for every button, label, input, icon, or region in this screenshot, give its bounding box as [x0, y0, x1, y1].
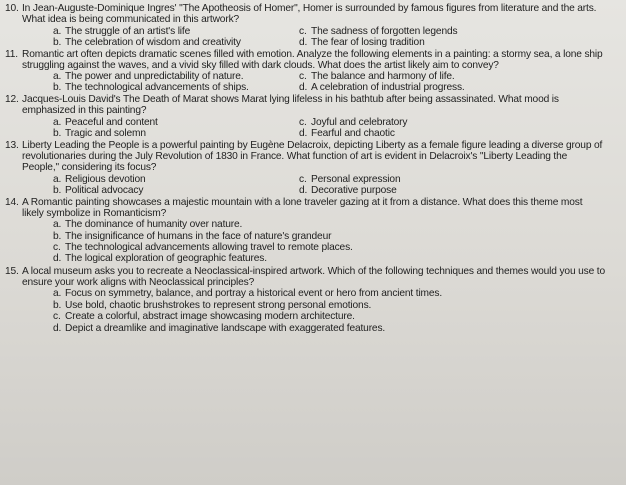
- option-b[interactable]: b. Political advocacy: [53, 184, 144, 196]
- options: [5, 26, 606, 48]
- options: [5, 71, 606, 93]
- question-13: [5, 140, 606, 196]
- question-number: 15.: [5, 265, 19, 277]
- question-number: 10.: [5, 3, 19, 14]
- question-prompt: Liberty Leading the People is a powerful painting by Eugène Delacroix, depicting Liberty as a female figure leading a diverse group of revolutionaries during the July Revolution of 1830 in France. What function of art is evident in Delacroix's "Liberty Leading the People," considering its focus?: [22, 139, 603, 174]
- option-c[interactable]: c. The technological advancements allowing travel to remote places.: [53, 242, 353, 254]
- option-d[interactable]: d. The logical exploration of geographic features.: [53, 253, 267, 265]
- question-number: 14.: [5, 196, 19, 208]
- question-prompt: A local museum asks you to recreate a Neoclassical-inspired artwork. Which of the following techniques and themes would you use to ensure your work aligns with Neoclassical principles?: [22, 265, 605, 289]
- option-d[interactable]: d. Fearful and chaotic: [299, 127, 395, 139]
- option-a[interactable]: a. The power and unpredictability of nature.: [53, 71, 244, 83]
- option-a[interactable]: a. Focus on symmetry, balance, and portray a historical event or hero from ancient times.: [53, 288, 443, 300]
- question-12: [5, 94, 606, 139]
- question-number: 12.: [5, 94, 19, 106]
- question-11: [5, 49, 606, 94]
- option-a[interactable]: a. Religious devotion: [53, 173, 146, 185]
- question-prompt: In Jean-Auguste-Dominique Ingres' "The Apotheosis of Homer", Homer is surrounded by famous figures from literature and the arts. What idea is being communicated in this artwork?: [22, 3, 597, 26]
- options: [5, 219, 606, 265]
- question-text: [5, 197, 606, 220]
- question-10: [5, 3, 606, 48]
- options: [5, 117, 606, 139]
- option-a[interactable]: a. The struggle of an artist's life: [53, 25, 191, 37]
- option-b[interactable]: b. The celebration of wisdom and creativity: [53, 36, 241, 48]
- question-prompt: Romantic art often depicts dramatic scenes filled with emotion. Analyze the following elements in a painting: a stormy sea, a lone ship struggling against the waves, and a vivid sky filled with dark clouds. What does the artist likely aim to convey?: [22, 48, 603, 71]
- question-text: [5, 3, 606, 26]
- question-text: [5, 140, 606, 174]
- question-text: [5, 266, 606, 289]
- question-number: 13.: [5, 139, 19, 151]
- option-b[interactable]: b. The technological advancements of ships.: [53, 82, 249, 94]
- option-d[interactable]: d. The fear of losing tradition: [299, 36, 425, 48]
- option-a[interactable]: a. The dominance of humanity over nature.: [53, 219, 243, 231]
- option-c[interactable]: c. Personal expression: [299, 173, 401, 185]
- option-c[interactable]: c. The balance and harmony of life.: [299, 71, 455, 83]
- option-d[interactable]: d. A celebration of industrial progress.: [299, 82, 465, 94]
- option-b[interactable]: b. The insignificance of humans in the face of nature's grandeur: [53, 230, 332, 242]
- question-14: [5, 197, 606, 265]
- option-c[interactable]: c. Create a colorful, abstract image showcasing modern architecture.: [53, 311, 355, 323]
- question-prompt: A Romantic painting showcases a majestic mountain with a lone traveler gazing at it from a distance. What does this theme most likely symbolize in Romanticism?: [22, 196, 583, 219]
- option-c[interactable]: c. The sadness of forgotten legends: [299, 25, 458, 37]
- options: [5, 288, 606, 334]
- question-prompt: Jacques-Louis David's The Death of Marat shows Marat lying lifeless in his bathtub after being assassinated. What mood is emphasized in this painting?: [22, 94, 559, 117]
- option-b[interactable]: b. Use bold, chaotic brushstrokes to represent strong personal emotions.: [53, 299, 372, 311]
- option-a[interactable]: a. Peaceful and content: [53, 116, 158, 128]
- option-b[interactable]: b. Tragic and solemn: [53, 127, 146, 139]
- options: [5, 174, 606, 196]
- option-c[interactable]: c. Joyful and celebratory: [299, 116, 408, 128]
- question-15: [5, 266, 606, 334]
- question-text: [5, 94, 606, 117]
- option-d[interactable]: d. Decorative purpose: [299, 184, 397, 196]
- option-d[interactable]: d. Depict a dreamlike and imaginative landscape with exaggerated features.: [53, 322, 386, 334]
- question-text: [5, 49, 606, 72]
- question-number: 11.: [5, 48, 18, 60]
